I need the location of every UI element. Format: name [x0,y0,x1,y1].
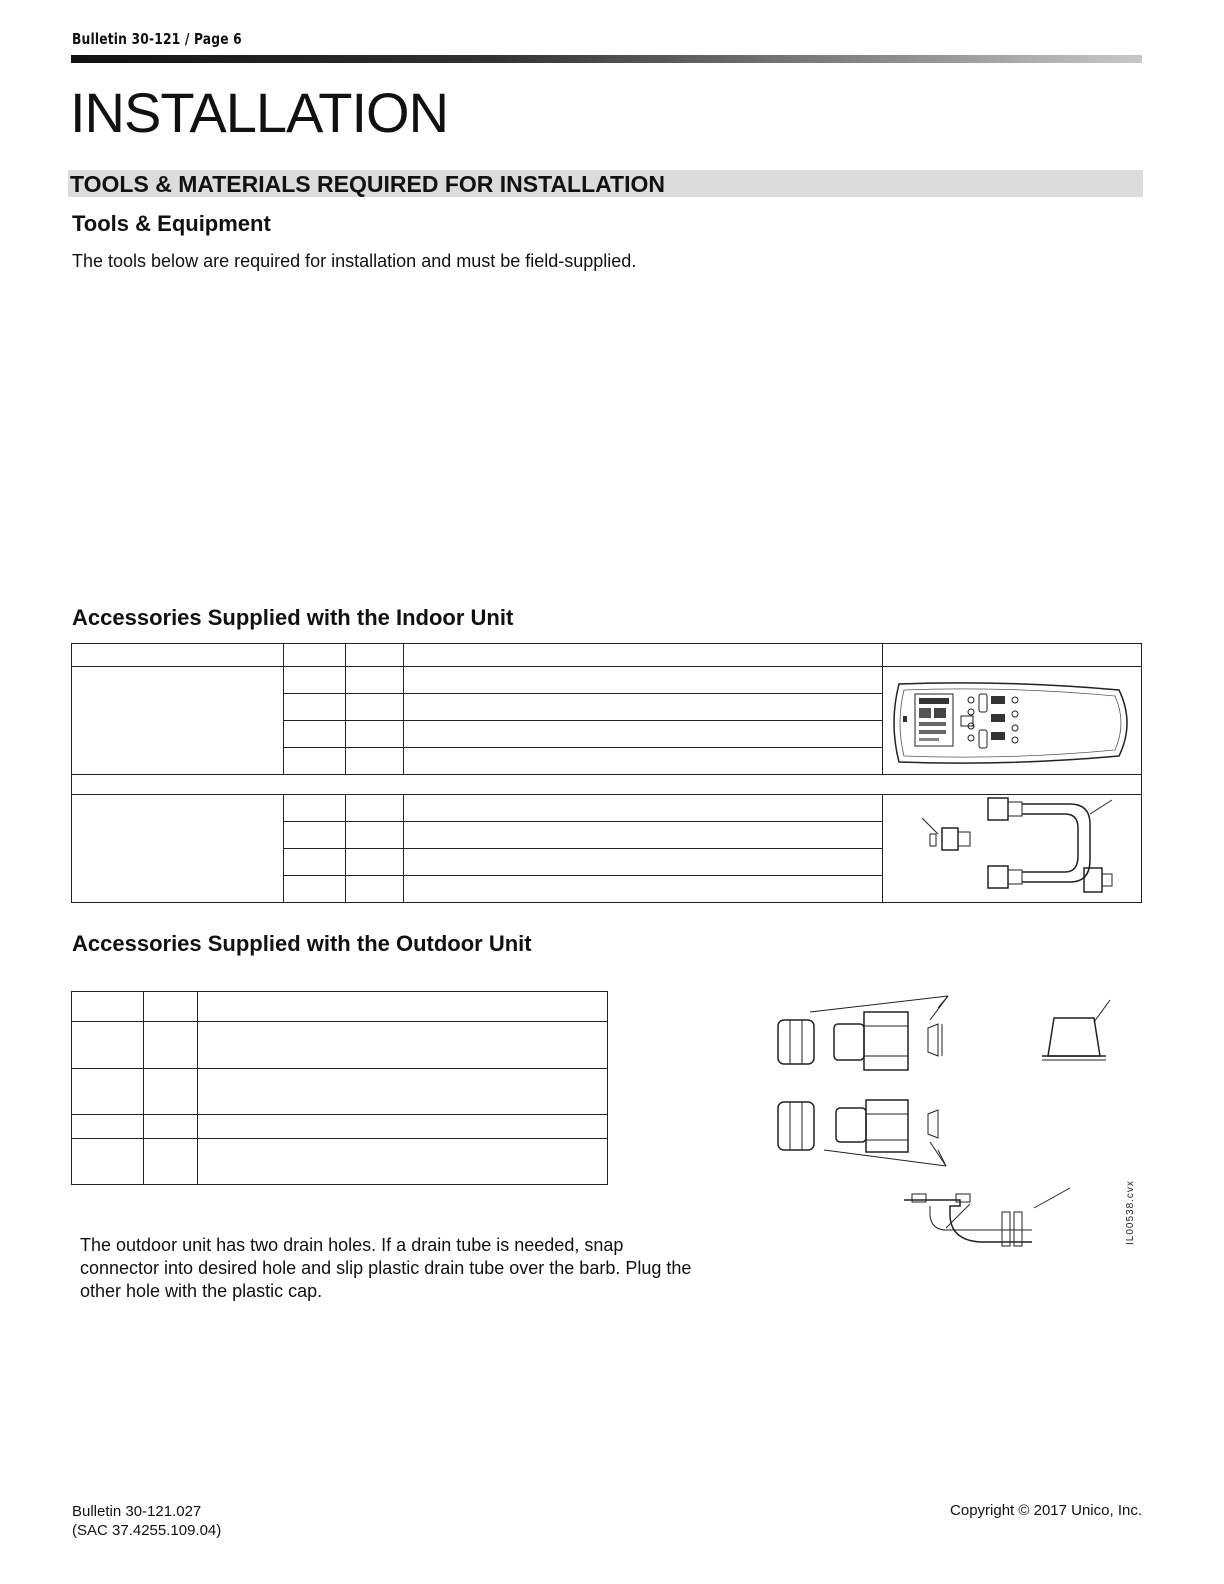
header-rule [71,55,1142,63]
section-banner [68,170,1143,197]
drain-note-line: other hole with the plastic cap. [80,1281,323,1301]
outdoor-fittings-illustration [770,990,1130,1250]
footer-left [72,1502,221,1540]
table-header-row [72,644,1142,667]
tools-heading: Tools & Equipment [72,211,271,236]
footer-bulletin-number: Bulletin 30-121.027 [72,1503,202,1520]
tools-description: The tools below are required for installation and must be field-supplied. [72,251,637,271]
table-row [72,1139,608,1185]
footer-copyright: Copyright © 2017 Unico, Inc. [950,1502,1142,1519]
drain-note-line: connector into desired hole and slip plastic drain tube over the barb. Plug the [80,1258,692,1278]
page-title: INSTALLATION [70,81,449,144]
figure-code: IL00538.cvx [1125,1180,1136,1245]
section-banner-label: TOOLS & MATERIALS REQUIRED FOR INSTALLATION [70,171,666,197]
table-header-row [72,992,608,1022]
drain-note [80,1234,691,1303]
outdoor-accessories-table [71,991,608,1185]
bulletin-page-header: Bulletin 30-121 / Page 6 [72,30,242,48]
outdoor-accessories-heading: Accessories Supplied with the Outdoor Unit [72,931,532,956]
drain-note-line: The outdoor unit has two drain holes. If a drain tube is needed, snap [80,1235,624,1255]
indoor-accessories-heading: Accessories Supplied with the Indoor Unit [72,605,514,630]
footer-sac-number: (SAC 37.4255.109.04) [72,1522,222,1539]
flare-adapter-fitting-illustration [900,790,1140,902]
remote-control-illustration [887,678,1137,768]
table-row [72,1022,608,1069]
table-row [72,1069,608,1115]
table-row [72,1115,608,1139]
